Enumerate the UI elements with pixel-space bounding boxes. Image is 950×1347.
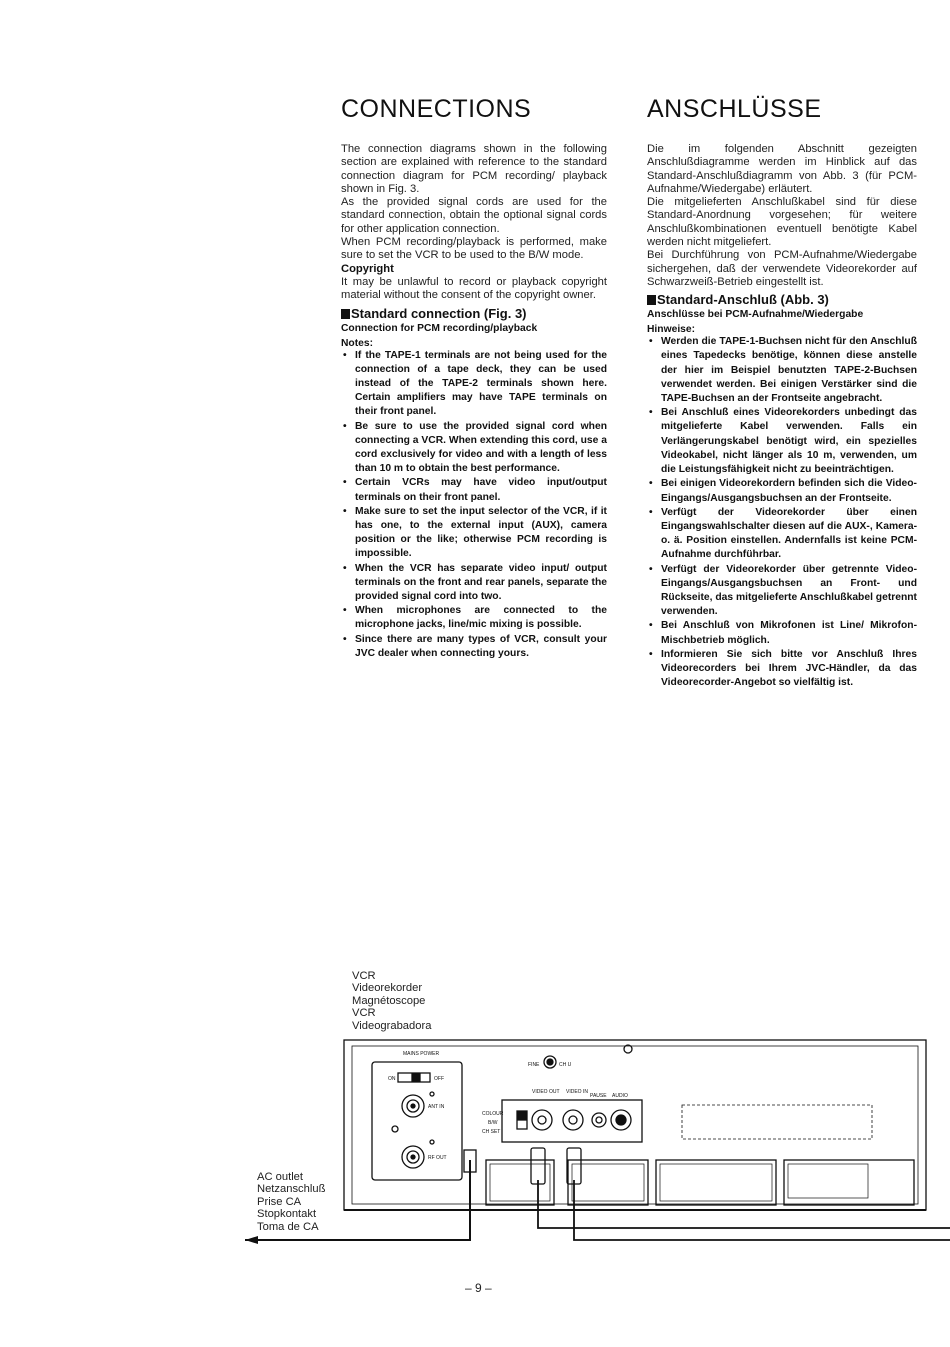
panel-label: MAINS POWER: [403, 1051, 440, 1057]
panel-label: ON: [388, 1076, 396, 1082]
section-subtitle: Connection for PCM recording/playback: [341, 322, 538, 334]
video-out-jack: [532, 1110, 552, 1130]
intro-paragraph: Die mitgelieferten Anschlußkabel sind für diese Standard-Anordnung vorgesehen; für weitere Anschlußkombinationen eventuell benötigte Kabel werden nicht mitgeliefert.: [647, 196, 917, 249]
note-item: • Verfügt der Videorekorder über einen Eingangswahlschalter diesen auf die AUX-, Kamera- o. ä. Position einstellen. Andernfalls ist keine PCM-Aufnahme durchführbar.: [649, 506, 917, 561]
notes-heading: Hinweise:: [647, 324, 696, 336]
panel-label: B/W: [488, 1120, 498, 1126]
copyright-text: It may be unlawful to record or playback copyright material without the consent of the copyright owner.: [341, 275, 607, 302]
page-number: – 9 –: [465, 1281, 492, 1295]
pause-jack: [592, 1113, 606, 1127]
page-title-german: ANSCHLÜSSE: [647, 95, 822, 123]
arrow-icon: [245, 1236, 258, 1244]
panel-label: ANT IN: [428, 1104, 445, 1110]
panel-label: VIDEO OUT: [532, 1089, 560, 1095]
section-title: Standard-Anschluß (Abb. 3): [647, 292, 917, 307]
intro-paragraph: As the provided signal cords are used for the standard connection, obtain the optional signal cords for other application connection.: [341, 196, 607, 235]
video-in-jack: [563, 1110, 583, 1130]
panel-label: RF OUT: [428, 1155, 447, 1161]
lower-slot: [656, 1160, 776, 1205]
note-item: • Since there are many types of VCR, consult your JVC dealer when connecting yours.: [343, 633, 607, 659]
page-title-english: CONNECTIONS: [341, 95, 532, 123]
label-plate: [682, 1105, 872, 1139]
panel-label: CH U: [559, 1062, 572, 1068]
panel-label: PAUSE: [590, 1093, 607, 1099]
vcr-label: VCR Videorekorder Magnétoscope VCR Videograbadora: [352, 970, 432, 1032]
note-item: • Bei Anschluß von Mikrofonen ist Line/ Mikrofon-Mischbetrieb möglich.: [649, 620, 917, 646]
panel-label: AUDIO: [612, 1093, 628, 1099]
note-item: • If the TAPE-1 terminals are not being used for the connection of a tape deck, they can be used instead of the TAPE-2 terminals shown here. Certain amplifiers may have TAPE terminals on their front panel.: [343, 349, 607, 418]
panel-label: COLOUR: [482, 1111, 504, 1117]
note-item: • Informieren Sie sich bitte vor Anschluß Ihres Videorecorders bei Ihrem JVC-Händler, da das Videorecorder-Angebot so vielfältig ist.: [649, 648, 917, 689]
intro-paragraph: Die im folgenden Abschnitt gezeigten Anschlußdiagramme werden im Hinblick auf das Standard-Anschlußdiagramm von Abb. 3 (für PCM-Aufnahme/Wiedergabe) erläutert.: [647, 143, 917, 195]
panel-label: CH SET: [482, 1129, 501, 1135]
lower-slot: [568, 1160, 648, 1205]
panel-label: FINE: [528, 1062, 540, 1068]
mains-cable: [245, 1160, 470, 1240]
note-item: • Verfügt der Videorekorder über getrennte Video-Eingangs/Ausgangsbuchsen an Front- und Rückseite, das mitgelieferte Anschlußkabel getrennt verwenden.: [649, 563, 917, 618]
note-item: • Certain VCRs may have video input/output terminals on their front panel.: [343, 477, 607, 503]
ac-outlet-label: AC outlet Netzanschluß Prise CA Stopkontakt Toma de CA: [257, 1171, 326, 1233]
panel-label: OFF: [434, 1076, 444, 1082]
panel-label: VIDEO IN: [566, 1089, 588, 1095]
note-item: • When microphones are connected to the microphone jacks, line/mic mixing is possible.: [343, 605, 607, 631]
note-item: • Make sure to set the input selector of the VCR, if it has one, to the external input (AUX), camera position or the like; otherwise PCM recording is impossible.: [343, 505, 607, 560]
lower-slot: [486, 1160, 554, 1205]
vcr-cabinet: [344, 1040, 926, 1210]
note-item: • Be sure to use the provided signal cord when connecting a VCR. When extending this cord, use a cord exclusively for video and with a length of less than 10 m to obtain the best performance.: [343, 420, 607, 475]
section-subtitle: Anschlüsse bei PCM-Aufnahme/Wiedergabe: [647, 309, 864, 321]
note-item: • Bei Anschluß eines Videorekorders unbedingt das mitgelieferte Kabel verwenden. Falls ein Verlängerungskabel benötigt wird, ein spezielles Videokabel, nicht länger als 10 m, verwenden, um die Leistungsfähigkeit nicht zu beeinträchtigen.: [649, 407, 917, 476]
note-item: • Bei einigen Videorekordern befinden sich die Video-Eingangs/Ausgangsbuchsen an der Frontseite.: [649, 478, 917, 504]
section-title: Standard connection (Fig. 3): [341, 306, 607, 321]
note-item: • Werden die TAPE-1-Buchsen nicht für den Anschluß eines Tapedecks benötige, können diese anstelle der hier im Beispiel benutzten TAPE-2-Buchsen verwendet werden. Bei einigen Verstärker sind die TAPE-Buchsen an der Frontseite angebracht.: [649, 336, 917, 405]
copyright-heading: Copyright: [341, 262, 394, 275]
intro-paragraph: When PCM recording/playback is performed, make sure to set the VCR to be used to the B/W mode.: [341, 236, 607, 262]
intro-paragraph: The connection diagrams shown in the following section are explained with reference to the standard connection diagram for PCM recording/ playback shown in Fig. 3.: [341, 143, 607, 195]
note-item: • When the VCR has separate video input/ output terminals on the front and rear panels, separate the provided signal cord into two.: [343, 562, 607, 603]
notes-heading: Notes:: [341, 337, 374, 349]
intro-paragraph: Bei Durchführung von PCM-Aufnahme/Wiedergabe sichergehen, daß der verwendete Videorekorder auf Schwarzweiß-Betrieb eingestellt ist.: [647, 249, 917, 288]
